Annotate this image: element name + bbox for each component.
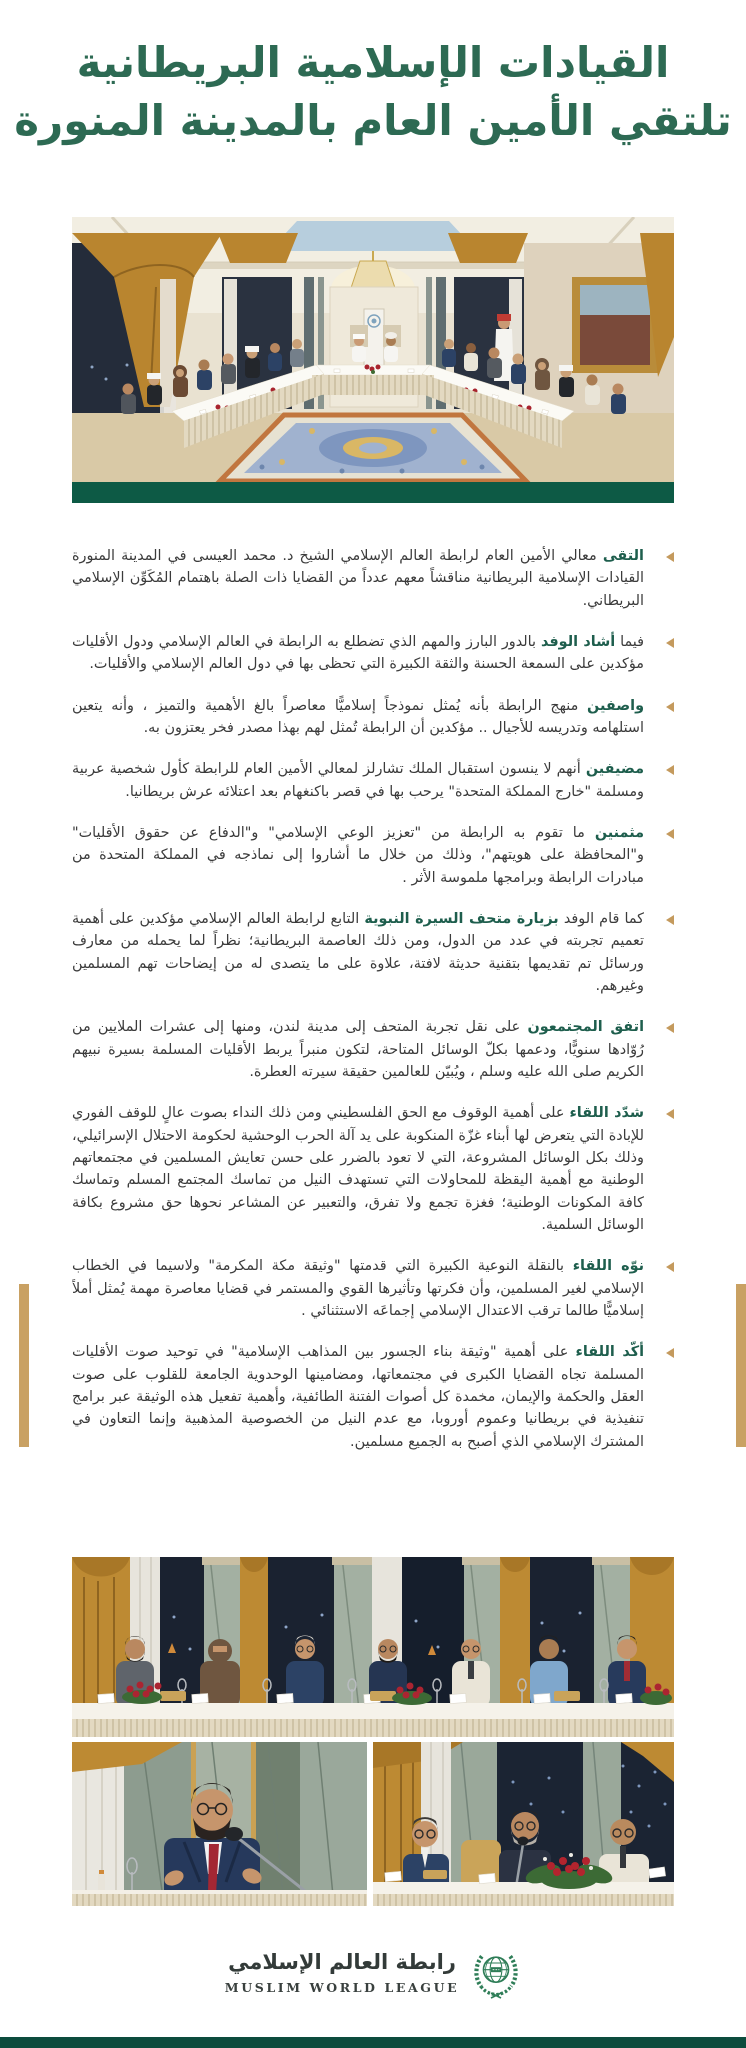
bullet-text <box>72 1016 644 1083</box>
bullet-text <box>72 1341 644 1453</box>
bullet-pre-text: كما قام الوفد <box>563 910 644 927</box>
bullet-lead-text: أكّد اللقاء <box>575 1344 645 1361</box>
bullet-lead-text: أشاد الوفد <box>540 633 616 650</box>
bullet-item-2 <box>72 631 674 676</box>
bullet-text <box>72 758 644 803</box>
article-bullets <box>72 545 674 1553</box>
bullet-triangle-icon <box>652 1109 674 1119</box>
delegation-row-illustration <box>72 1557 674 1737</box>
mwl-logo-arabic: رابطة العالم الإسلامي <box>228 1950 456 1975</box>
table-skirt <box>373 1894 674 1906</box>
bullet-lead-text: بزيارة متحف السيرة النبوية <box>364 910 559 927</box>
page-title <box>0 34 746 150</box>
bullet-lead-text: مضيفين <box>585 761 644 778</box>
bullet-rest-text: بالنقلة النوعية الكبيرة التي قدمتها "وثيقة مكة المكرمة" ولاسيما في الخطاب الإسلامي لغير المسلمين، وأن فكرتها وتأثيرها القوي والمستمر في قضايا معاصرة مهمة يُمثل أملاً إسلاميًّا طالما ترقب الاعتدال الإسلامي إجماعَه الاستثنائي . <box>72 1258 644 1319</box>
three-delegates-illustration <box>373 1742 674 1906</box>
bullet-rest-text: على نقل تجربة المتحف إلى مدينة لندن، ومنها إلى عشرات الملايين من رُوّادها سنويًّا، ودعمها بكلّ الوسائل المتاحة، لتكون منبراً يربط الأقليات المسلمة بسيرة نبيهم الكريم صلى الله عليه وسلم ، ويُبيّن للعالمين حقيقة سيرته العطرة. <box>72 1019 644 1080</box>
photo-three-delegates <box>373 1742 674 1906</box>
right-accent-bar <box>736 1284 746 1447</box>
bullet-item-9 <box>72 1255 674 1322</box>
photo-delegation-row <box>72 1557 674 1737</box>
bullet-rest-text: التابع لرابطة العالم الإسلامي مؤكدين على أهمية تعميم تجربته في عدد من الدول، ومن ذلك العاصمة البريطانية؛ نظراً لما يحمله من معارف ورسائل تم تقديمها بتقنية حديثة لافتة، علاوة على ما يتصدى له من إيضاحات تهم المسلمين وغيرهم. <box>72 910 644 994</box>
bullet-triangle-icon <box>652 1023 674 1033</box>
bullet-triangle-icon <box>652 1262 674 1272</box>
left-accent-bar <box>19 1284 29 1447</box>
bullet-triangle-icon <box>652 765 674 775</box>
bullet-rest-text: على أهمية "وثيقة بناء الجسور بين المذاهب الإسلامية" في توحيد صوت الأقليات المسلمة تجاه القضايا الكبرى في مجتمعاتها، ومضامينها الوحدوية الجامعة للقلوب على صوت العقل والحكمة والإيمان، مخمدة كل أصوات الفتنة الطائفية، وأهمية تفعيل هذه الوثيقة عبر برامج تنفيذية في بريطانيا وعموم أوروبا، مع عدم النيل من الخصوصية المذهبية وإنما التعاون في المشترك الإسلامي الذي أصبح به الجميع مسلمين. <box>72 1344 644 1450</box>
bullet-rest-text: منهج الرابطة بأنه يُمثل نموذجاً إسلاميًّا معاصراً بالغ الأهمية والتميز ، وأنه يتعين استلهامه وتدريسه للأجيال .. مؤكدين أن الرابطة تُمثل لهم بهذا مصدر فخر يعتزون به. <box>72 697 644 736</box>
page-title-line1: القيادات الإسلامية البريطانية <box>76 38 670 87</box>
bullet-lead-text: شدّد اللقاء <box>569 1105 644 1122</box>
bullet-item-3 <box>72 695 674 740</box>
bullet-triangle-icon <box>652 638 674 648</box>
bullet-lead-text: واصفين <box>587 697 645 714</box>
bullet-lead-text: اتفق المجتمعون <box>527 1019 645 1036</box>
meeting-hall-illustration <box>72 217 674 482</box>
bullet-item-7 <box>72 1016 674 1083</box>
mwl-logo-text-block <box>225 1951 459 1994</box>
bullet-item-4 <box>72 758 674 803</box>
bullet-item-10 <box>72 1341 674 1453</box>
bullet-text <box>72 545 644 612</box>
speaker-illustration <box>72 1742 367 1906</box>
head-table-skirt <box>312 375 434 395</box>
footer-band <box>0 2037 746 2048</box>
bullet-pre-text: فيما <box>620 633 645 650</box>
mwl-logo-english: MUSLIM WORLD LEAGUE <box>224 1979 460 1995</box>
bullet-lead-text: مثمنين <box>594 824 644 841</box>
bullet-rest-text: على أهمية الوقوف مع الحق الفلسطيني ومن ذلك النداء بصوت عالٍ للوقف الفوري للإبادة التي يتعرض لها أبناء غزّة المنكوبة على يد آلة الحرب الوحشية لحكومة الاحتلال الإسرائيلي، وذلك بكل الوسائل المشروعة، التي لا تعود بالضرر على حسن تعايش المسلمين في مجتمعاتهم الوطنية مع أهمية اليقظة للمحاولات التي تستهدف النيل من تماسك المجتمع المسلم وتماسك كافة المكونات الوطنية؛ فغزة تجمع ولا تفرق، والتعبير عن المشاعر نحوها حق مشروع بكافة الوسائل السلمية. <box>72 1105 644 1233</box>
wreath-globe-emblem-icon <box>471 1946 521 2000</box>
bullet-item-6 <box>72 908 674 997</box>
bullet-text <box>72 908 644 997</box>
photo-green-band <box>72 482 674 503</box>
bullet-rest-text: معالي الأمين العام لرابطة العالم الإسلامي الشيخ د. محمد العيسى في المدينة المنورة القيادات الإسلامية البريطانية مناقشاً معهم عدداً من القضايا ذات الصلة باهتمام المُكَوِّن الإسلامي البريطاني. <box>72 548 644 609</box>
photo-speaker-closeup <box>72 1742 367 1906</box>
mwl-logo <box>0 1946 746 2000</box>
bullet-text <box>72 1255 644 1322</box>
bullet-triangle-icon <box>652 915 674 925</box>
bullet-rest-text: ما تقوم به الرابطة من "تعزيز الوعي الإسلامي" و"الدفاع عن حقوق الأقليات" و"المحافظة على هويتهم"، وذلك من خلال ما أشاروا إلى نماذجه في المملكة المتحدة من مبادرات الرابطة وبرامجها ملموسة الأثر . <box>72 824 644 886</box>
bullet-item-1 <box>72 545 674 612</box>
bullet-text <box>72 822 644 889</box>
bullet-triangle-icon <box>652 829 674 839</box>
bullet-text <box>72 695 644 740</box>
bullet-text <box>72 631 644 676</box>
bullet-triangle-icon <box>652 702 674 712</box>
bullet-lead-text: التقى <box>602 548 644 564</box>
bullet-triangle-icon <box>652 552 674 562</box>
bullet-text <box>72 1102 644 1236</box>
table-skirt <box>72 1719 674 1737</box>
bullet-rest-text: بالدور البارز والمهم الذي تضطلع به الرابطة في العالم الإسلامي ودول الأقليات مؤكدين على السمعة الحسنة والثقة الكبيرة التي تحظى بها في دول العالم الإسلامي والأقليات. <box>72 633 644 673</box>
page-title-line2: تلتقي الأمين العام بالمدينة المنورة <box>14 95 732 145</box>
bullet-rest-text: أنهم لا ينسون استقبال الملك تشارلز لمعالي الأمين العام للرابطة كأول شخصية عربية ومسلمة "خارج المملكة المتحدة" يرحب بها في قصر باكنغهام بعد اعتلائه عرش بريطانيا. <box>72 761 644 800</box>
bullet-item-8 <box>72 1102 674 1236</box>
photo-meeting-hall-wide <box>72 217 674 482</box>
bullet-lead-text: نوّه اللقاء <box>572 1258 644 1275</box>
bullet-triangle-icon <box>652 1348 674 1358</box>
table-skirt <box>72 1894 367 1906</box>
bullet-item-5 <box>72 822 674 889</box>
